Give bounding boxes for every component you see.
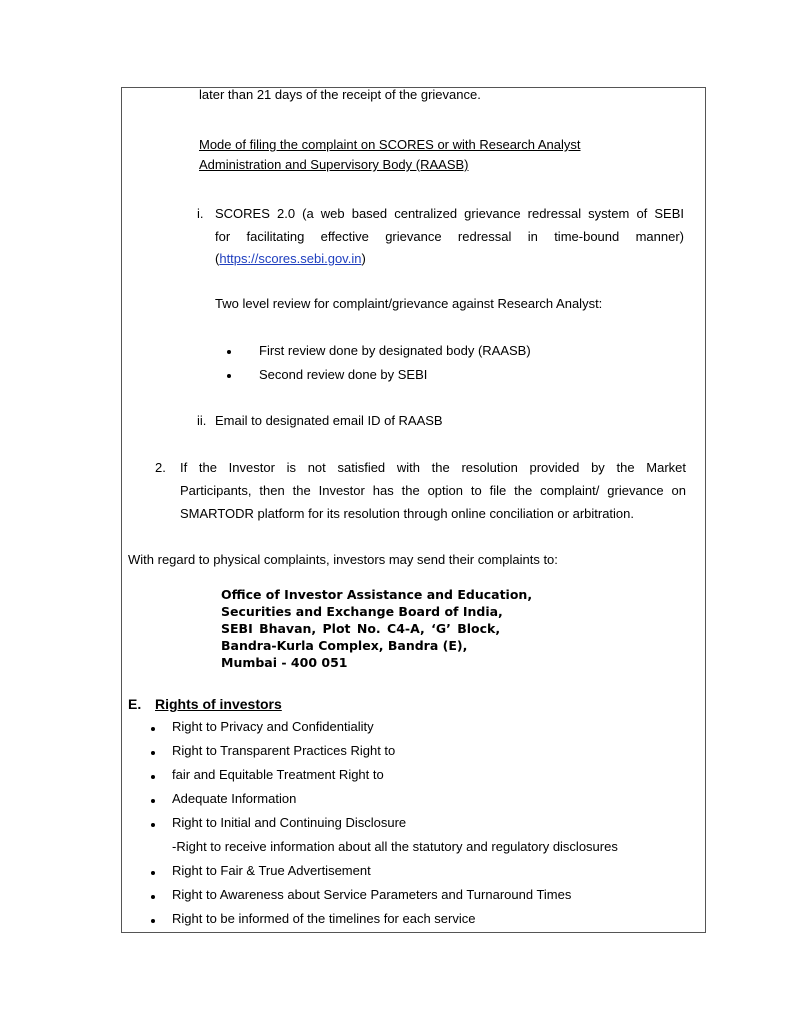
item-2-line-2: Participants, then the Investor has the option to file the complaint/ grievance on xyxy=(180,483,686,498)
item-ii-number: ii. xyxy=(197,413,207,428)
mode-heading-line-2: Administration and Supervisory Body (RAASB) xyxy=(199,157,469,172)
review-item-1: First review done by designated body (RAASB) xyxy=(259,343,531,358)
address-line-1: Office of Investor Assistance and Education, xyxy=(221,587,533,602)
item-2-line-1: If the Investor is not satisfied with the resolution provided by the Market xyxy=(180,460,686,475)
bullet-icon xyxy=(151,895,155,899)
item-i-number: i. xyxy=(197,206,204,221)
bullet-icon xyxy=(151,751,155,755)
right-item-1: Right to Privacy and Confidentiality xyxy=(172,719,374,734)
section-e-title: Rights of investors xyxy=(155,696,282,712)
bullet-icon xyxy=(151,727,155,731)
right-item-7: Right to Awareness about Service Parameters and Turnaround Times xyxy=(172,887,572,902)
address-line-3: SEBI Bhavan, Plot No. C4-A, ‘G’ Block, xyxy=(221,621,501,636)
bullet-icon xyxy=(151,871,155,875)
right-item-2: Right to Transparent Practices Right to xyxy=(172,743,396,758)
review-heading: Two level review for complaint/grievance against Research Analyst: xyxy=(215,296,603,311)
item-2-number: 2. xyxy=(155,460,166,475)
item-i-line-2: for facilitating effective grievance redressal in time-bound manner) xyxy=(215,229,684,244)
bullet-icon xyxy=(151,823,155,827)
bullet-icon xyxy=(227,350,231,354)
intro-line: later than 21 days of the receipt of the grievance. xyxy=(199,87,481,102)
link-close-paren: ) xyxy=(361,251,366,266)
item-ii-text: Email to designated email ID of RAASB xyxy=(215,413,443,428)
address-line-5: Mumbai - 400 051 xyxy=(221,655,348,670)
scores-link[interactable]: https://scores.sebi.gov.in xyxy=(219,251,362,266)
bullet-icon xyxy=(151,919,155,923)
address-line-2: Securities and Exchange Board of India, xyxy=(221,604,503,619)
review-item-2: Second review done by SEBI xyxy=(259,367,428,382)
item-2-line-3: SMARTODR platform for its resolution through online conciliation or arbitration. xyxy=(180,506,635,521)
bullet-icon xyxy=(151,775,155,779)
right-item-4: Adequate Information xyxy=(172,791,297,806)
mode-heading-line-1: Mode of filing the complaint on SCORES or with Research Analyst xyxy=(199,137,581,152)
bullet-icon xyxy=(151,799,155,803)
item-i-line-1: SCORES 2.0 (a web based centralized grievance redressal system of SEBI xyxy=(215,206,684,221)
right-item-8: Right to be informed of the timelines for each service xyxy=(172,911,476,926)
right-item-6: Right to Fair & True Advertisement xyxy=(172,863,371,878)
item-i-link-line xyxy=(215,251,366,267)
bullet-icon xyxy=(227,374,231,378)
right-item-5-subline: -Right to receive information about all the statutory and regulatory disclosures xyxy=(172,839,618,854)
physical-complaints-text: With regard to physical complaints, investors may send their complaints to: xyxy=(128,552,558,567)
section-e-letter: E. xyxy=(128,696,142,712)
right-item-5: Right to Initial and Continuing Disclosure xyxy=(172,815,407,830)
link-open-paren: ( xyxy=(215,251,220,266)
address-line-4: Bandra-Kurla Complex, Bandra (E), xyxy=(221,638,468,653)
right-item-3: fair and Equitable Treatment Right to xyxy=(172,767,384,782)
